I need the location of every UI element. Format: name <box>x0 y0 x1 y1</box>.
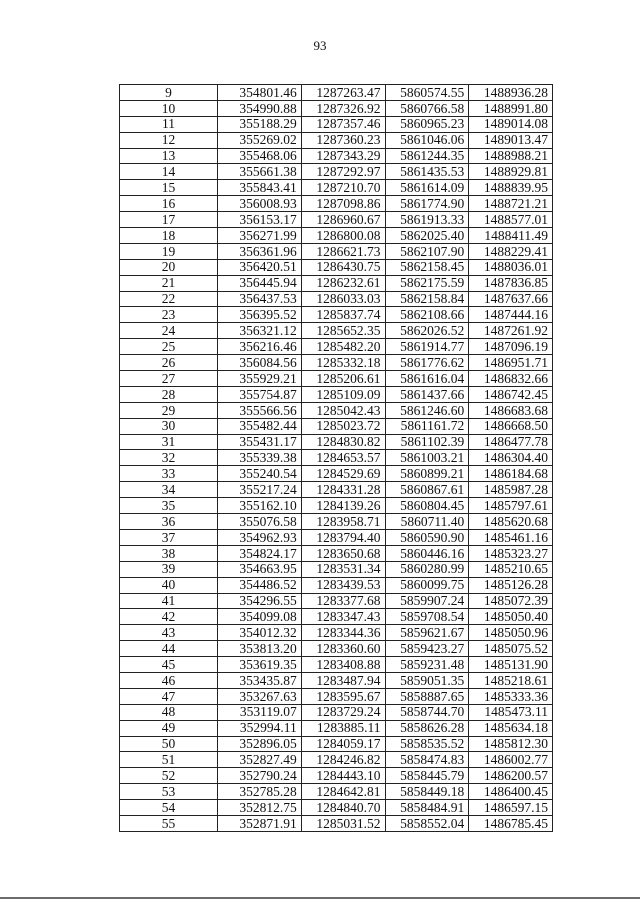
table-row <box>120 736 553 752</box>
coordinate-cell: 1485126.28 <box>469 577 553 593</box>
coordinate-cell: 5860711.40 <box>385 514 469 530</box>
point-number-cell: 14 <box>120 164 218 180</box>
coordinate-cell: 1287098.86 <box>301 196 385 212</box>
coordinate-cell: 1283377.68 <box>301 593 385 609</box>
coordinate-cell: 5861046.06 <box>385 132 469 148</box>
coordinate-cell: 1283439.53 <box>301 577 385 593</box>
coordinate-cell: 354663.95 <box>218 561 302 577</box>
coordinate-cell: 356271.99 <box>218 228 302 244</box>
coordinate-cell: 356153.17 <box>218 212 302 228</box>
table-row <box>120 196 553 212</box>
point-number-cell: 21 <box>120 275 218 291</box>
coordinate-cell: 5861616.04 <box>385 371 469 387</box>
point-number-cell: 40 <box>120 577 218 593</box>
coordinate-cell: 354801.46 <box>218 85 302 101</box>
table-row <box>120 450 553 466</box>
coordinate-cell: 356395.52 <box>218 307 302 323</box>
coordinate-cell: 1485797.61 <box>469 498 553 514</box>
coordinate-cell: 1486668.50 <box>469 418 553 434</box>
coordinate-cell: 1286960.67 <box>301 212 385 228</box>
coordinate-cell: 352812.75 <box>218 800 302 816</box>
table-row <box>120 100 553 116</box>
table-row <box>120 498 553 514</box>
coordinate-cell: 1283595.67 <box>301 688 385 704</box>
coordinate-cell: 354099.08 <box>218 609 302 625</box>
point-number-cell: 52 <box>120 768 218 784</box>
coordinate-cell: 1287292.97 <box>301 164 385 180</box>
table-row <box>120 307 553 323</box>
coordinate-cell: 5860099.75 <box>385 577 469 593</box>
table-row <box>120 752 553 768</box>
point-number-cell: 12 <box>120 132 218 148</box>
point-number-cell: 27 <box>120 371 218 387</box>
table-row <box>120 180 553 196</box>
coordinate-cell: 5861435.53 <box>385 164 469 180</box>
coordinate-cell: 1486184.68 <box>469 466 553 482</box>
coordinate-cell: 356008.93 <box>218 196 302 212</box>
table-row <box>120 132 553 148</box>
point-number-cell: 29 <box>120 402 218 418</box>
coordinate-cell: 1486742.45 <box>469 386 553 402</box>
coordinate-cell: 5859423.27 <box>385 641 469 657</box>
coordinate-cell: 353813.20 <box>218 641 302 657</box>
coordinate-cell: 355339.38 <box>218 450 302 466</box>
coordinate-cell: 5860280.99 <box>385 561 469 577</box>
point-number-cell: 28 <box>120 386 218 402</box>
table-row <box>120 228 553 244</box>
coordinate-cell: 5860590.90 <box>385 529 469 545</box>
point-number-cell: 22 <box>120 291 218 307</box>
coordinate-cell: 1284653.57 <box>301 450 385 466</box>
table-row <box>120 85 553 101</box>
coordinate-cell: 1285837.74 <box>301 307 385 323</box>
coordinate-cell: 1485050.40 <box>469 609 553 625</box>
table-row <box>120 355 553 371</box>
coordinate-cell: 355076.58 <box>218 514 302 530</box>
coordinate-cell: 5859708.54 <box>385 609 469 625</box>
coordinate-cell: 1284642.81 <box>301 784 385 800</box>
coordinate-cell: 1283729.24 <box>301 704 385 720</box>
coordinate-cell: 1488991.80 <box>469 100 553 116</box>
coordinate-cell: 1487836.85 <box>469 275 553 291</box>
coordinate-cell: 1287210.70 <box>301 180 385 196</box>
table-row <box>120 386 553 402</box>
coordinate-table-body <box>120 85 553 832</box>
coordinate-cell: 1485634.18 <box>469 720 553 736</box>
point-number-cell: 43 <box>120 625 218 641</box>
coordinate-cell: 352871.91 <box>218 815 302 831</box>
point-number-cell: 55 <box>120 815 218 831</box>
table-row <box>120 609 553 625</box>
coordinate-cell: 1285332.18 <box>301 355 385 371</box>
point-number-cell: 50 <box>120 736 218 752</box>
coordinate-cell: 5860965.23 <box>385 116 469 132</box>
coordinate-cell: 1283958.71 <box>301 514 385 530</box>
coordinate-cell: 1487096.19 <box>469 339 553 355</box>
coordinate-cell: 1488577.01 <box>469 212 553 228</box>
coordinate-cell: 1285109.09 <box>301 386 385 402</box>
point-number-cell: 42 <box>120 609 218 625</box>
coordinate-cell: 1489014.08 <box>469 116 553 132</box>
table-row <box>120 482 553 498</box>
coordinate-cell: 353435.87 <box>218 672 302 688</box>
point-number-cell: 17 <box>120 212 218 228</box>
coordinate-cell: 1488988.21 <box>469 148 553 164</box>
coordinate-cell: 1285206.61 <box>301 371 385 387</box>
coordinate-cell: 1485620.68 <box>469 514 553 530</box>
coordinate-cell: 1489013.47 <box>469 132 553 148</box>
coordinate-cell: 353619.35 <box>218 657 302 673</box>
point-number-cell: 18 <box>120 228 218 244</box>
table-row <box>120 323 553 339</box>
coordinate-cell: 1485072.39 <box>469 593 553 609</box>
coordinate-cell: 1287343.29 <box>301 148 385 164</box>
coordinate-cell: 5861437.66 <box>385 386 469 402</box>
coordinate-cell: 1287326.92 <box>301 100 385 116</box>
coordinate-cell: 1285652.35 <box>301 323 385 339</box>
table-row <box>120 243 553 259</box>
coordinate-cell: 1284840.70 <box>301 800 385 816</box>
coordinate-cell: 1284331.28 <box>301 482 385 498</box>
coordinate-cell: 1488936.28 <box>469 85 553 101</box>
coordinate-cell: 352827.49 <box>218 752 302 768</box>
coordinate-cell: 355269.02 <box>218 132 302 148</box>
coordinate-cell: 5861614.09 <box>385 180 469 196</box>
point-number-cell: 25 <box>120 339 218 355</box>
coordinate-cell: 5862107.90 <box>385 243 469 259</box>
table-row <box>120 800 553 816</box>
coordinate-cell: 1485461.16 <box>469 529 553 545</box>
coordinate-cell: 5862026.52 <box>385 323 469 339</box>
coordinate-cell: 1486200.57 <box>469 768 553 784</box>
table-row <box>120 768 553 784</box>
coordinate-cell: 1485333.36 <box>469 688 553 704</box>
coordinate-cell: 356437.53 <box>218 291 302 307</box>
point-number-cell: 51 <box>120 752 218 768</box>
table-row <box>120 577 553 593</box>
point-number-cell: 36 <box>120 514 218 530</box>
coordinate-cell: 1486951.71 <box>469 355 553 371</box>
coordinate-cell: 5858887.65 <box>385 688 469 704</box>
point-number-cell: 54 <box>120 800 218 816</box>
table-row <box>120 116 553 132</box>
point-number-cell: 16 <box>120 196 218 212</box>
coordinate-cell: 1283408.88 <box>301 657 385 673</box>
coordinate-cell: 1283650.68 <box>301 545 385 561</box>
coordinate-cell: 5862158.84 <box>385 291 469 307</box>
table-row <box>120 164 553 180</box>
coordinate-cell: 355188.29 <box>218 116 302 132</box>
coordinate-cell: 5858626.28 <box>385 720 469 736</box>
coordinate-cell: 355843.41 <box>218 180 302 196</box>
coordinate-cell: 355566.56 <box>218 402 302 418</box>
coordinate-cell: 1485131.90 <box>469 657 553 673</box>
coordinate-cell: 353119.07 <box>218 704 302 720</box>
coordinate-cell: 1485210.65 <box>469 561 553 577</box>
table-row <box>120 275 553 291</box>
coordinate-cell: 1286621.73 <box>301 243 385 259</box>
coordinate-cell: 5859051.35 <box>385 672 469 688</box>
coordinate-cell: 354486.52 <box>218 577 302 593</box>
point-number-cell: 49 <box>120 720 218 736</box>
coordinate-cell: 1486400.45 <box>469 784 553 800</box>
table-row <box>120 148 553 164</box>
table-row <box>120 815 553 831</box>
coordinate-cell: 5858484.91 <box>385 800 469 816</box>
table-row <box>120 339 553 355</box>
coordinate-cell: 1487261.92 <box>469 323 553 339</box>
coordinate-cell: 1283794.40 <box>301 529 385 545</box>
point-number-cell: 9 <box>120 85 218 101</box>
coordinate-cell: 1284139.26 <box>301 498 385 514</box>
coordinate-table <box>119 84 553 832</box>
coordinate-cell: 1486304.40 <box>469 450 553 466</box>
coordinate-cell: 1287360.23 <box>301 132 385 148</box>
table-row <box>120 784 553 800</box>
coordinate-cell: 5859231.48 <box>385 657 469 673</box>
coordinate-cell: 355217.24 <box>218 482 302 498</box>
coordinate-cell: 1286430.75 <box>301 259 385 275</box>
coordinate-cell: 1284830.82 <box>301 434 385 450</box>
coordinate-cell: 1488839.95 <box>469 180 553 196</box>
point-number-cell: 11 <box>120 116 218 132</box>
coordinate-cell: 1486683.68 <box>469 402 553 418</box>
point-number-cell: 20 <box>120 259 218 275</box>
coordinate-cell: 355929.21 <box>218 371 302 387</box>
coordinate-cell: 1284246.82 <box>301 752 385 768</box>
table-row <box>120 704 553 720</box>
point-number-cell: 37 <box>120 529 218 545</box>
coordinate-cell: 1285031.52 <box>301 815 385 831</box>
coordinate-cell: 1284443.10 <box>301 768 385 784</box>
coordinate-cell: 5862158.45 <box>385 259 469 275</box>
table-row <box>120 641 553 657</box>
coordinate-cell: 1488411.49 <box>469 228 553 244</box>
coordinate-cell: 1486477.78 <box>469 434 553 450</box>
coordinate-cell: 1287263.47 <box>301 85 385 101</box>
coordinate-cell: 1488036.01 <box>469 259 553 275</box>
coordinate-cell: 5861244.35 <box>385 148 469 164</box>
table-row <box>120 418 553 434</box>
point-number-cell: 38 <box>120 545 218 561</box>
coordinate-cell: 1486785.45 <box>469 815 553 831</box>
coordinate-cell: 5861246.60 <box>385 402 469 418</box>
coordinate-cell: 5858535.52 <box>385 736 469 752</box>
coordinate-cell: 1286232.61 <box>301 275 385 291</box>
coordinate-cell: 1485473.11 <box>469 704 553 720</box>
table-row <box>120 259 553 275</box>
coordinate-cell: 1283347.43 <box>301 609 385 625</box>
coordinate-cell: 355661.38 <box>218 164 302 180</box>
coordinate-cell: 5861774.90 <box>385 196 469 212</box>
coordinate-cell: 356321.12 <box>218 323 302 339</box>
coordinate-cell: 5858474.83 <box>385 752 469 768</box>
coordinate-cell: 355162.10 <box>218 498 302 514</box>
table-row <box>120 657 553 673</box>
coordinate-cell: 1488929.81 <box>469 164 553 180</box>
coordinate-cell: 1485812.30 <box>469 736 553 752</box>
coordinate-cell: 1485218.61 <box>469 672 553 688</box>
coordinate-cell: 1287357.46 <box>301 116 385 132</box>
coordinate-cell: 5861003.21 <box>385 450 469 466</box>
table-row <box>120 688 553 704</box>
point-number-cell: 39 <box>120 561 218 577</box>
point-number-cell: 10 <box>120 100 218 116</box>
coordinate-cell: 1485323.27 <box>469 545 553 561</box>
point-number-cell: 34 <box>120 482 218 498</box>
coordinate-cell: 1485075.52 <box>469 641 553 657</box>
coordinate-cell: 1285023.72 <box>301 418 385 434</box>
coordinate-cell: 5862025.40 <box>385 228 469 244</box>
coordinate-cell: 352896.05 <box>218 736 302 752</box>
table-row <box>120 593 553 609</box>
point-number-cell: 48 <box>120 704 218 720</box>
coordinate-cell: 5858552.04 <box>385 815 469 831</box>
point-number-cell: 26 <box>120 355 218 371</box>
coordinate-cell: 352785.28 <box>218 784 302 800</box>
point-number-cell: 47 <box>120 688 218 704</box>
coordinate-cell: 356216.46 <box>218 339 302 355</box>
coordinate-cell: 354296.55 <box>218 593 302 609</box>
point-number-cell: 46 <box>120 672 218 688</box>
coordinate-cell: 1285482.20 <box>301 339 385 355</box>
coordinate-cell: 353267.63 <box>218 688 302 704</box>
coordinate-cell: 5858449.18 <box>385 784 469 800</box>
coordinate-cell: 5861776.62 <box>385 355 469 371</box>
coordinate-cell: 352994.11 <box>218 720 302 736</box>
point-number-cell: 19 <box>120 243 218 259</box>
coordinate-cell: 1488229.41 <box>469 243 553 259</box>
point-number-cell: 32 <box>120 450 218 466</box>
coordinate-cell: 1285042.43 <box>301 402 385 418</box>
coordinate-cell: 1283885.11 <box>301 720 385 736</box>
point-number-cell: 13 <box>120 148 218 164</box>
coordinate-cell: 5861913.33 <box>385 212 469 228</box>
coordinate-cell: 355754.87 <box>218 386 302 402</box>
coordinate-cell: 1286800.08 <box>301 228 385 244</box>
point-number-cell: 44 <box>120 641 218 657</box>
point-number-cell: 41 <box>120 593 218 609</box>
table-row <box>120 212 553 228</box>
coordinate-cell: 1487637.66 <box>469 291 553 307</box>
coordinate-cell: 1485987.28 <box>469 482 553 498</box>
coordinate-cell: 1486832.66 <box>469 371 553 387</box>
table-row <box>120 371 553 387</box>
point-number-cell: 30 <box>120 418 218 434</box>
table-row <box>120 672 553 688</box>
table-row <box>120 561 553 577</box>
coordinate-cell: 354012.32 <box>218 625 302 641</box>
point-number-cell: 31 <box>120 434 218 450</box>
table-row <box>120 625 553 641</box>
coordinate-cell: 354962.93 <box>218 529 302 545</box>
coordinate-cell: 354824.17 <box>218 545 302 561</box>
coordinate-cell: 5861161.72 <box>385 418 469 434</box>
point-number-cell: 15 <box>120 180 218 196</box>
coordinate-cell: 352790.24 <box>218 768 302 784</box>
table-row <box>120 514 553 530</box>
table-row <box>120 291 553 307</box>
table-row <box>120 545 553 561</box>
coordinate-cell: 5860804.45 <box>385 498 469 514</box>
point-number-cell: 53 <box>120 784 218 800</box>
coordinate-cell: 5862108.66 <box>385 307 469 323</box>
coordinate-cell: 355468.06 <box>218 148 302 164</box>
coordinate-cell: 5859907.24 <box>385 593 469 609</box>
coordinate-cell: 356445.94 <box>218 275 302 291</box>
page-number: 93 <box>313 38 327 53</box>
coordinate-cell: 355482.44 <box>218 418 302 434</box>
coordinate-cell: 5861102.39 <box>385 434 469 450</box>
coordinate-cell: 5860446.16 <box>385 545 469 561</box>
coordinate-cell: 1283360.60 <box>301 641 385 657</box>
coordinate-cell: 1283531.34 <box>301 561 385 577</box>
coordinate-cell: 1284529.69 <box>301 466 385 482</box>
coordinate-cell: 356420.51 <box>218 259 302 275</box>
point-number-cell: 35 <box>120 498 218 514</box>
coordinate-cell: 355431.17 <box>218 434 302 450</box>
coordinate-cell: 1488721.21 <box>469 196 553 212</box>
scan-edge-line <box>0 897 640 899</box>
coordinate-cell: 1284059.17 <box>301 736 385 752</box>
coordinate-cell: 5861914.77 <box>385 339 469 355</box>
point-number-cell: 23 <box>120 307 218 323</box>
coordinate-cell: 354990.88 <box>218 100 302 116</box>
table-row <box>120 434 553 450</box>
coordinate-cell: 5858744.70 <box>385 704 469 720</box>
coordinate-cell: 5860574.55 <box>385 85 469 101</box>
coordinate-cell: 1486002.77 <box>469 752 553 768</box>
point-number-cell: 24 <box>120 323 218 339</box>
coordinate-cell: 1283487.94 <box>301 672 385 688</box>
coordinate-cell: 5860899.21 <box>385 466 469 482</box>
point-number-cell: 45 <box>120 657 218 673</box>
point-number-cell: 33 <box>120 466 218 482</box>
coordinate-cell: 1485050.96 <box>469 625 553 641</box>
coordinate-cell: 5862175.59 <box>385 275 469 291</box>
coordinate-cell: 5858445.79 <box>385 768 469 784</box>
coordinate-cell: 356084.56 <box>218 355 302 371</box>
coordinate-cell: 1486597.15 <box>469 800 553 816</box>
coordinate-cell: 5860867.61 <box>385 482 469 498</box>
coordinate-cell: 1283344.36 <box>301 625 385 641</box>
coordinate-cell: 355240.54 <box>218 466 302 482</box>
coordinate-cell: 356361.96 <box>218 243 302 259</box>
table-row <box>120 402 553 418</box>
table-row <box>120 529 553 545</box>
table-row <box>120 720 553 736</box>
coordinate-cell: 1286033.03 <box>301 291 385 307</box>
coordinate-cell: 5860766.58 <box>385 100 469 116</box>
table-row <box>120 466 553 482</box>
coordinate-cell: 1487444.16 <box>469 307 553 323</box>
coordinate-cell: 5859621.67 <box>385 625 469 641</box>
